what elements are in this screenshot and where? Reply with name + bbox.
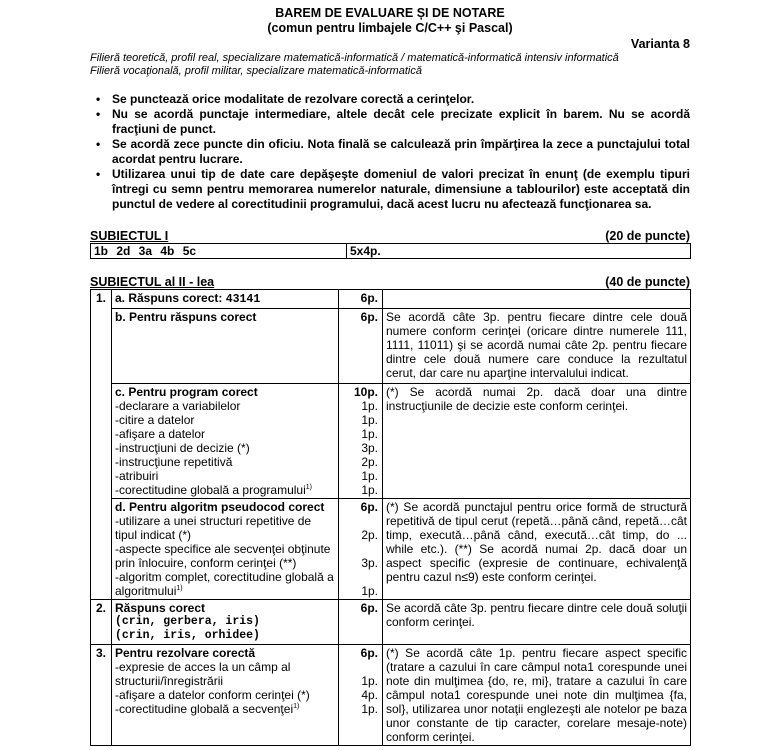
q1d-item: -aspecte specifice ale secvenţei obţinute prin înlocuire, conform cerinţei (**) bbox=[115, 542, 331, 570]
q1a-answer: 43141 bbox=[225, 293, 261, 306]
q3-cell bbox=[112, 645, 339, 746]
q1c-item: -instrucţiuni de decizie (*) bbox=[115, 441, 250, 455]
q1a-cell bbox=[112, 290, 339, 309]
table-row bbox=[91, 309, 691, 384]
subject2-header bbox=[90, 275, 690, 289]
table-row bbox=[91, 290, 691, 309]
filiera-line-1: Filieră teoretică, profil real, specializare matematică-informatică / matematică-informatică intensiv informatică bbox=[90, 52, 619, 64]
q1a-label: a. Răspuns corect: bbox=[115, 291, 223, 305]
q1c-item: -citire a datelor bbox=[115, 413, 195, 427]
q1c-points bbox=[339, 384, 383, 499]
q1d-label: d. Pentru algoritm pseudocod corect bbox=[115, 500, 325, 514]
q1d-item: -utilizare a unei structuri repetitive de tipul indicat (*) bbox=[115, 514, 312, 542]
table-row bbox=[91, 384, 691, 499]
q3-total-points: 6p. bbox=[360, 646, 378, 660]
q1d-note: (*) Se acordă punctajul pentru orice formă de structură repetitivă de tipul cerut (repetă…până când, repetă…cât timp, execută…până când, execută…cât timp, do ... while etc.). (**) Se acordă numai 2p. dacă doar un aspect specific (expresie de continuare, echivalenţă pentru cazul n≤9) este conform cerinţei. bbox=[383, 499, 691, 600]
q1c-cell bbox=[112, 384, 339, 499]
q1c-item: -atribuiri bbox=[115, 469, 159, 483]
q2-note: Se acordă câte 3p. pentru fiecare dintre cele două soluţii conform cerinţei. bbox=[383, 600, 691, 645]
subject2-table bbox=[90, 289, 691, 746]
table-row bbox=[91, 244, 691, 259]
q1d-item: -algoritm complet, corectitudine globală a algoritmului$^{1)}$ bbox=[115, 570, 334, 598]
subject1-table bbox=[90, 243, 691, 259]
q2-cell bbox=[112, 600, 339, 645]
q2-number: 2. bbox=[91, 600, 112, 645]
q1c-item: -corectitudine globală a programului$^{1)}$ bbox=[115, 483, 313, 497]
q2-solution: (crin, gerbera, iris) bbox=[115, 615, 260, 628]
subject1-points: (20 de puncte) bbox=[605, 229, 690, 243]
q2-solution: (crin, iris, orhidee) bbox=[115, 629, 260, 642]
q1d-item-points: 1p. bbox=[361, 584, 378, 598]
subject1-title: SUBIECTUL I bbox=[90, 229, 169, 243]
rule-item: • Utilizarea unui tip de date care depăşeşte domeniul de valori precizat în enunţ (de exemplu tipuri întregi cu semn pentru memorarea numerelor naturale, dimensiune a tablourilor) este acceptată din punctul de vedere al corectitudinii programului, dacă acest lucru nu afectează funcţionarea sa. bbox=[112, 167, 690, 212]
q1c-item: -afişare a datelor bbox=[115, 427, 206, 441]
q1c-label: c. Pentru program corect bbox=[115, 385, 258, 399]
q1c-item: -declarare a variabilelor bbox=[115, 399, 241, 413]
q1c-item: -instrucţiune repetitivă bbox=[115, 455, 233, 469]
q1c-item-points: 1p. bbox=[361, 483, 378, 497]
q1c-note: (*) Se acordă numai 2p. dacă doar una dintre instrucţiunile de decizie este conform cerinţei. bbox=[383, 384, 691, 499]
q3-item: -afişare a datelor conform cerinţei (*) bbox=[115, 688, 310, 702]
table-row bbox=[91, 600, 691, 645]
subject2-title: SUBIECTUL al II - lea bbox=[90, 275, 215, 289]
q3-item: -corectitudine globală a secvenţei$^{1)}$ bbox=[115, 702, 300, 716]
q3-item-points: 4p. bbox=[361, 688, 378, 702]
subject2-points: (40 de puncte) bbox=[605, 275, 690, 289]
subject1-header bbox=[90, 229, 690, 243]
q3-number: 3. bbox=[91, 645, 112, 746]
q1-number: 1. bbox=[91, 290, 112, 600]
q1b-points: 6p. bbox=[339, 309, 383, 384]
q3-note: (*) Se acordă câte 1p. pentru fiecare aspect specific (tratare a cazului în care câmpul nota1 corespunde unei note din mulţimea {do, re, mi}, tratare a cazului în care câmpul nota1 corespunde unei note din mulţimea {fa, sol}, utilizarea unor notaţii englezeşti ale notelor pe baza unor constante de tip caracter, corelare mesaje-note) conform cerinţei. bbox=[383, 645, 691, 746]
q1d-points bbox=[339, 499, 383, 600]
q1b-label: b. Pentru răspuns corect bbox=[112, 309, 339, 384]
variant-label: Varianta 8 bbox=[630, 37, 690, 51]
q1a-points: 6p. bbox=[339, 290, 383, 309]
rule-item: • Se punctează orice modalitate de rezolvare corectă a cerinţelor. bbox=[112, 92, 690, 107]
document-title: BAREM DE EVALUARE ȘI DE NOTARE bbox=[275, 6, 505, 20]
subject1-answers: 1b 2d 3a 4b 5c bbox=[91, 244, 347, 259]
subject1-scoring: 5x4p. bbox=[347, 244, 691, 259]
document-subtitle: (comun pentru limbajele C/C++ şi Pascal) bbox=[267, 21, 513, 35]
q3-item: -expresie de acces la un câmp al structurii/înregistrării bbox=[115, 660, 291, 688]
q1c-item-points: 3p. bbox=[361, 441, 378, 455]
filiera-line-2: Filieră vocaţională, profil militar, specializare matematică-informatică bbox=[90, 65, 422, 77]
q1d-cell bbox=[112, 499, 339, 600]
q3-label: Pentru rezolvare corectă bbox=[115, 646, 256, 660]
q2-label: Răspuns corect bbox=[115, 601, 206, 615]
q1c-item-points: 1p. bbox=[361, 413, 378, 427]
q1c-total-points: 10p. bbox=[353, 385, 378, 399]
rule-item: • Se acordă zece puncte din oficiu. Nota finală se calculează prin împărţirea la zece a punctajului total acordat pentru lucrare. bbox=[112, 137, 690, 167]
q1a-note bbox=[383, 290, 691, 309]
q1d-item-points: 2p. bbox=[361, 528, 378, 542]
q1b-note: Se acordă câte 3p. pentru fiecare dintre cele două numere conform cerinţei (oricare dintre numerele 111, 1111, 11011) şi se acordă numai câte 2p. pentru fiecare dintre cele două numere care conduce la rezultatul cerut, dar care nu aparţine intervalului indicat. bbox=[383, 309, 691, 384]
table-row bbox=[91, 499, 691, 600]
q3-points bbox=[339, 645, 383, 746]
q1d-total-points: 6p. bbox=[360, 500, 378, 514]
q1c-item-points: 1p. bbox=[361, 427, 378, 441]
q3-item-points: 1p. bbox=[361, 674, 378, 688]
table-row bbox=[91, 645, 691, 746]
q1c-item-points: 2p. bbox=[361, 455, 378, 469]
q3-item-points: 1p. bbox=[361, 702, 378, 716]
general-rules-list bbox=[90, 92, 690, 212]
scoring-document bbox=[90, 6, 690, 746]
q1c-item-points: 1p. bbox=[361, 469, 378, 483]
rule-item: • Nu se acordă punctaje intermediare, altele decât cele precizate explicit în barem. Nu se acordă fracţiuni de punct. bbox=[112, 107, 690, 137]
q1c-item-points: 1p. bbox=[361, 399, 378, 413]
q1d-item-points: 3p. bbox=[361, 556, 378, 570]
q2-points: 6p. bbox=[339, 600, 383, 645]
